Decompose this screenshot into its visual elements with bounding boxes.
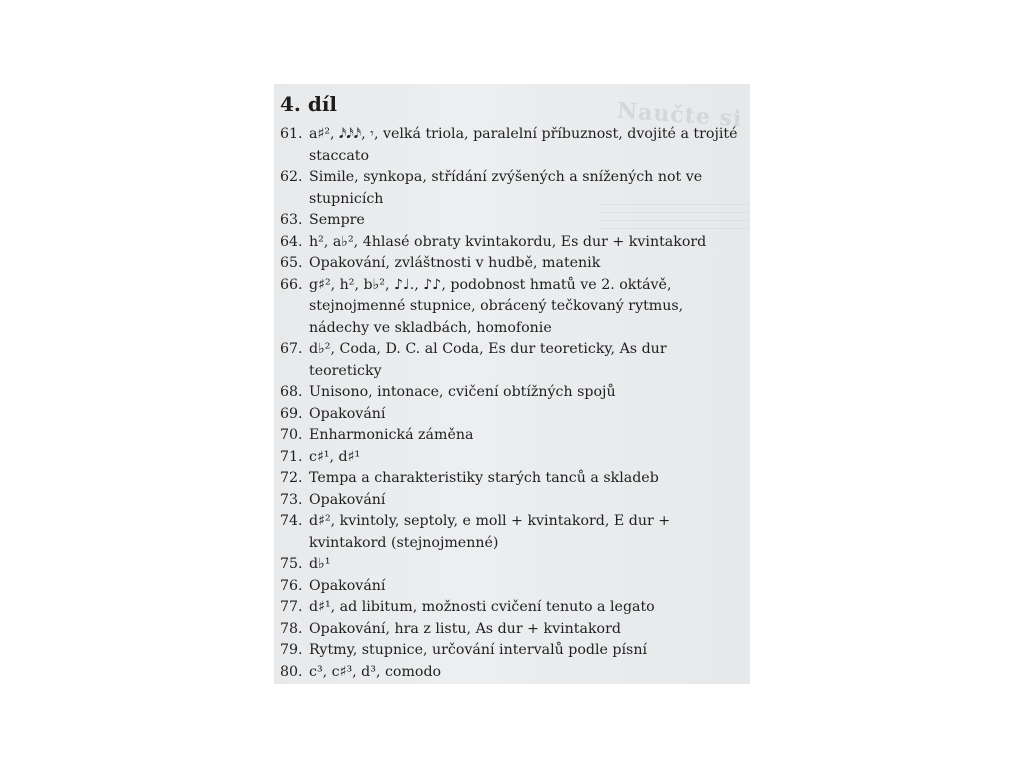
lesson-text: a♯², 𝅘𝅥𝅯𝅘𝅥𝅯𝅘𝅥𝅯, 𝄾, velká triola, paralelní příbuznost, dvojité a trojité staccato <box>309 126 738 164</box>
lesson-number: 67. <box>280 341 303 357</box>
lesson-number: 68. <box>280 384 303 400</box>
lesson-item <box>280 490 740 512</box>
lesson-number: 70. <box>280 427 303 443</box>
section-heading: 4. díl <box>280 92 338 116</box>
lesson-text: Enharmonická záměna <box>309 427 474 443</box>
lesson-item <box>280 167 740 210</box>
lesson-item <box>280 468 740 490</box>
lesson-text: d♭¹ <box>309 556 331 572</box>
lesson-text: Tempa a charakteristiky starých tanců a skladeb <box>309 470 659 486</box>
lesson-item <box>280 619 740 641</box>
lesson-text: c³, c♯³, d³, comodo <box>309 663 442 680</box>
lesson-item <box>280 404 740 426</box>
lesson-number: 73. <box>280 491 303 508</box>
lesson-text: Opakování, hra z listu, As dur + kvintakord <box>309 620 621 637</box>
lesson-text: h², a♭², 4hlasé obraty kvintakordu, Es dur + kvintakord <box>309 233 707 250</box>
lesson-item <box>280 382 740 404</box>
lesson-number: 74. <box>280 513 303 529</box>
lesson-item <box>280 339 740 382</box>
lesson-item <box>280 640 740 662</box>
lesson-list <box>280 124 740 683</box>
lesson-text: d♯², kvintoly, septoly, e moll + kvintakord, E dur + kvintakord (stejnojmenné) <box>309 513 671 551</box>
lesson-number: 64. <box>280 233 303 250</box>
lesson-item <box>280 275 740 340</box>
lesson-number: 78. <box>280 620 303 637</box>
lesson-item <box>280 253 740 275</box>
lesson-number: 77. <box>280 599 303 615</box>
lesson-number: 65. <box>280 255 303 271</box>
lesson-number: 63. <box>280 212 303 228</box>
lesson-number: 75. <box>280 556 303 572</box>
lesson-item <box>280 511 740 554</box>
lesson-text: Opakování <box>309 491 386 508</box>
lesson-item <box>280 425 740 447</box>
lesson-text: Simile, synkopa, střídání zvýšených a snížených not ve stupnicích <box>309 169 703 207</box>
lesson-item <box>280 232 740 254</box>
lesson-number: 71. <box>280 448 303 465</box>
lesson-item <box>280 597 740 619</box>
lesson-text: Unisono, intonace, cvičení obtížných spojů <box>309 384 616 400</box>
lesson-number: 62. <box>280 169 303 185</box>
lesson-text: Sempre <box>309 212 365 228</box>
lesson-number: 80. <box>280 663 303 680</box>
lesson-item <box>280 124 740 167</box>
lesson-text: Rytmy, stupnice, určování intervalů podle písní <box>309 642 647 658</box>
lesson-number: 69. <box>280 405 303 422</box>
book-page <box>274 84 750 684</box>
bleed-through-text: Naučte si <box>615 97 743 133</box>
lesson-number: 76. <box>280 577 303 594</box>
lesson-text: Opakování <box>309 405 386 422</box>
lesson-text: d♯¹, ad libitum, možnosti cvičení tenuto a legato <box>309 599 655 615</box>
lesson-item <box>280 447 740 469</box>
lesson-text: Opakování <box>309 577 386 594</box>
lesson-text: c♯¹, d♯¹ <box>309 448 361 465</box>
lesson-number: 79. <box>280 642 303 658</box>
lesson-number: 72. <box>280 470 303 486</box>
lesson-item <box>280 554 740 576</box>
lesson-item <box>280 662 740 684</box>
lesson-text: g♯², h², b♭², ♪♩., ♪♪, podobnost hmatů ve 2. oktávě, stejnojmenné stupnice, obrácený tečkovaný rytmus, nádechy ve skladbách, homofonie <box>309 276 684 336</box>
lesson-item <box>280 210 740 232</box>
lesson-text: d♭², Coda, D. C. al Coda, Es dur teoreticky, As dur teoreticky <box>309 341 667 379</box>
lesson-text: Opakování, zvláštnosti v hudbě, matenik <box>309 255 601 271</box>
lesson-item <box>280 576 740 598</box>
lesson-number: 61. <box>280 126 303 142</box>
lesson-number: 66. <box>280 276 303 293</box>
